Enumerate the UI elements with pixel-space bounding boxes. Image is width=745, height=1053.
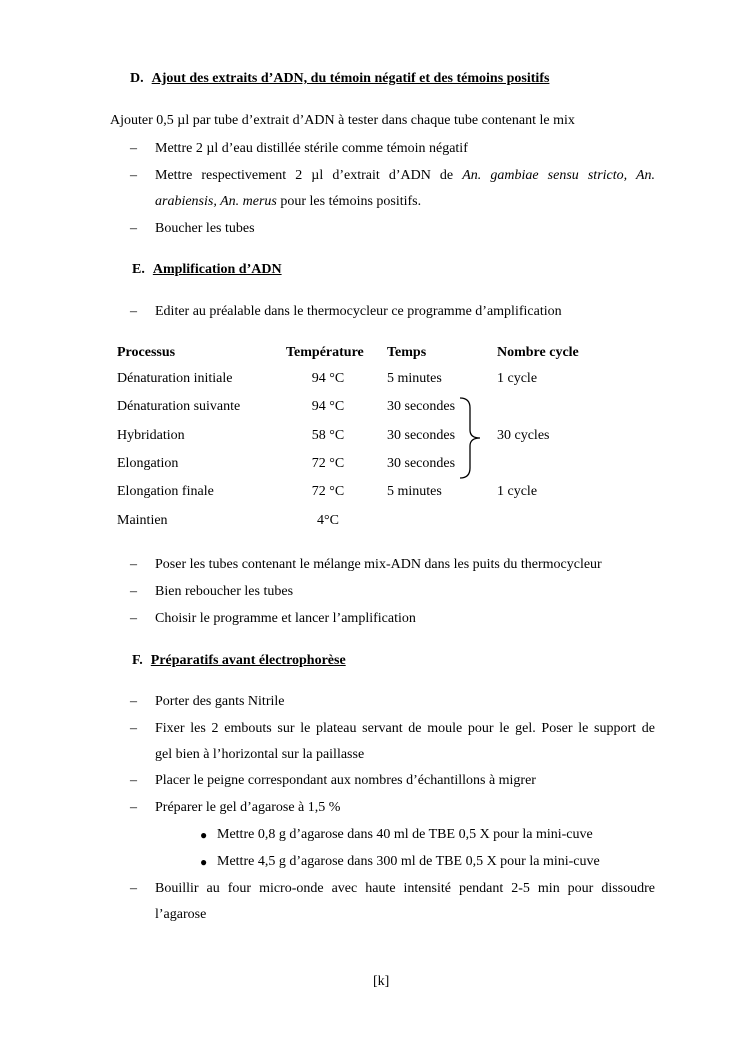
section-e-title: Amplification d’ADN (152, 262, 282, 277)
section-e-item-post-2: Bien reboucher les tubes (155, 584, 294, 599)
table-cell-process: Maintien (117, 513, 168, 528)
table-cell-process: Hybridation (117, 428, 185, 443)
curly-brace-icon (458, 396, 488, 480)
section-f-item-5-line-1: Bouillir au four micro-onde avec haute intensité pendant 2-5 min pour dissoudre (155, 881, 655, 896)
table-cell-time: 5 minutes (387, 371, 442, 386)
section-f-item-2-line-2: gel bien à l’horizontal sur la paillasse (155, 747, 365, 762)
species-names: arabiensis, An. merus (155, 194, 277, 209)
dash-bullet: – (130, 584, 137, 599)
table-cell-time: 30 secondes (387, 456, 456, 471)
section-d-item-2-line-1 (155, 169, 655, 183)
table-cell-temperature: 72 °C (311, 484, 345, 499)
section-d-item-2-line-2 (155, 195, 421, 209)
table-cell-process: Dénaturation initiale (117, 371, 233, 386)
section-e-heading (132, 263, 282, 277)
dash-bullet: – (130, 721, 137, 736)
dash-bullet: – (130, 168, 137, 183)
table-cell-temperature: 94 °C (311, 399, 345, 414)
table-cell-process: Dénaturation suivante (117, 399, 241, 414)
dash-bullet: – (130, 881, 137, 896)
table-cell-cycles: 1 cycle (497, 371, 538, 386)
table-cell-cycles: 1 cycle (497, 484, 538, 499)
table-cell-temperature: 72 °C (311, 456, 345, 471)
table-header-temps: Temps (387, 345, 427, 360)
section-d-heading (130, 72, 549, 86)
section-d-item-3: Boucher les tubes (155, 221, 255, 236)
section-f-subitem-1: Mettre 0,8 g d’agarose dans 40 ml de TBE 0,5 X pour la mini-cuve (217, 827, 593, 842)
section-e-number: E. (132, 262, 145, 277)
section-f-item-5-line-2: l’agarose (155, 907, 207, 922)
table-cell-time: 5 minutes (387, 484, 442, 499)
section-f-item-2-line-1: Fixer les 2 embouts sur le plateau servant de moule pour le gel. Poser le support de (155, 721, 655, 736)
section-d-number: D. (130, 71, 144, 86)
dash-bullet: – (130, 221, 137, 236)
table-cell-cycles: 30 cycles (497, 428, 550, 443)
dash-bullet: – (130, 611, 137, 626)
section-e-item-post-1: Poser les tubes contenant le mélange mix-ADN dans les puits du thermocycleur (155, 557, 602, 572)
section-f-item-3: Placer le peigne correspondant aux nombres d’échantillons à migrer (155, 773, 536, 788)
section-e-item-pre: Editer au préalable dans le thermocycleur ce programme d’amplification (155, 304, 562, 319)
section-f-item-1: Porter des gants Nitrile (155, 694, 285, 709)
section-f-title: Préparatifs avant électrophorèse (150, 653, 346, 668)
section-f-number: F. (132, 653, 143, 668)
item-2-text: Mettre respectivement 2 µl d’extrait d’ADN de (155, 168, 454, 183)
table-header-nombre-cycle: Nombre cycle (497, 345, 579, 360)
dash-bullet: – (130, 773, 137, 788)
section-f-subitem-2: Mettre 4,5 g d’agarose dans 300 ml de TBE 0,5 X pour la mini-cuve (217, 854, 600, 869)
table-cell-process: Elongation finale (117, 484, 214, 499)
round-bullet-icon: ● (200, 855, 208, 869)
section-d-intro: Ajouter 0,5 µl par tube d’extrait d’ADN à tester dans chaque tube contenant le mix (110, 113, 575, 128)
section-f-heading (132, 654, 346, 668)
section-d-item-1: Mettre 2 µl d’eau distillée stérile comme témoin négatif (155, 141, 468, 156)
item-2-text: pour les témoins positifs. (280, 194, 422, 209)
table-header-processus: Processus (117, 345, 176, 360)
table-cell-process: Elongation (117, 456, 179, 471)
dash-bullet: – (130, 800, 137, 815)
table-cell-time: 30 secondes (387, 428, 456, 443)
dash-bullet: – (130, 694, 137, 709)
table-cell-temperature: 4°C (317, 513, 339, 528)
dash-bullet: – (130, 141, 137, 156)
table-cell-temperature: 94 °C (311, 371, 345, 386)
section-e-item-post-3: Choisir le programme et lancer l’amplification (155, 611, 416, 626)
table-cell-time: 30 secondes (387, 399, 456, 414)
species-names: An. gambiae sensu stricto, An. (462, 168, 656, 183)
table-header-temperature: Température (286, 345, 364, 360)
page-number: [k] (373, 974, 390, 989)
section-f-item-4: Préparer le gel d’agarose à 1,5 % (155, 800, 341, 815)
dash-bullet: – (130, 304, 137, 319)
dash-bullet: – (130, 557, 137, 572)
section-d-title: Ajout des extraits d’ADN, du témoin négatif et des témoins positifs (151, 71, 550, 86)
table-cell-temperature: 58 °C (311, 428, 345, 443)
round-bullet-icon: ● (200, 828, 208, 842)
